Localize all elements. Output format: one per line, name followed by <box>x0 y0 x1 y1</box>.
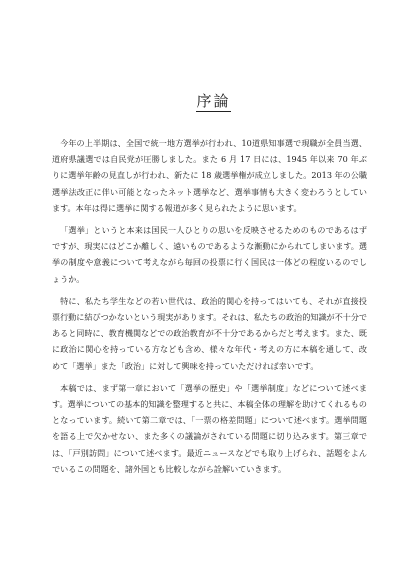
page-title <box>52 90 367 111</box>
paragraph-1: 今年の上半期は、全国で統一地方選挙が行われ、10道県知事選で現職が全員当選、道府県議選では自民党が圧勝しました。また 6 月 17 日には、1945 年以来 70 年ぶりに選挙年齢の見直しが行われ、新たに 18 歳選挙権が成立しました。2013 年の公職選挙法改正に伴い可能となったネット選挙など、選挙事情も大きく変わろうとしています。本年は得に選挙に関する報道が多く見られたように思います。 <box>52 138 367 213</box>
paragraph-2: 「選挙」というと本来は国民一人ひとりの思いを反映させるためのものであるはずですが、現実にはどこか離しく、遠いものであるような漸動にかられてしまいます。選挙の制度や意義について考えながら毎回の投票に行く国民は一体どの程度いるのでしょうか。 <box>52 225 367 284</box>
paragraph-3: 特に、私たち学生などの若い世代は、政治的関心を持ってはいても、それが直接投票行動に結びつかないという現実があります。それは、私たちの政治的知識が不十分であると同時に、教育機関などでの政治教育が不十分であるからだと考えます。また、既に政治に関心を持っている方なども含め、様々な年代・考えの方に本稿を通して、改めて「選挙」また「政治」に対して興味を持っていただければ幸いです。 <box>52 295 368 371</box>
paragraph-4: 本稿では、まず第一章において「選挙の歴史」や「選挙制度」などについて述べます。選挙についての基本的知識を整理すると共に、本稿全体の理解を助けてくれるものとなっています。続いて第二章では、「一票の格差問題」について述べます。選挙問題を語る上で欠かせない、また多くの議論がされている問題に切り込みます。第三章では、「戸別訪問」について述べます。最近ニュースなどでも取り上げられ、話題をよんでいるこの問題を、諸外国とも比較しながら詮解いていきます。 <box>52 382 367 474</box>
page-title-text: 序論 <box>196 92 231 110</box>
